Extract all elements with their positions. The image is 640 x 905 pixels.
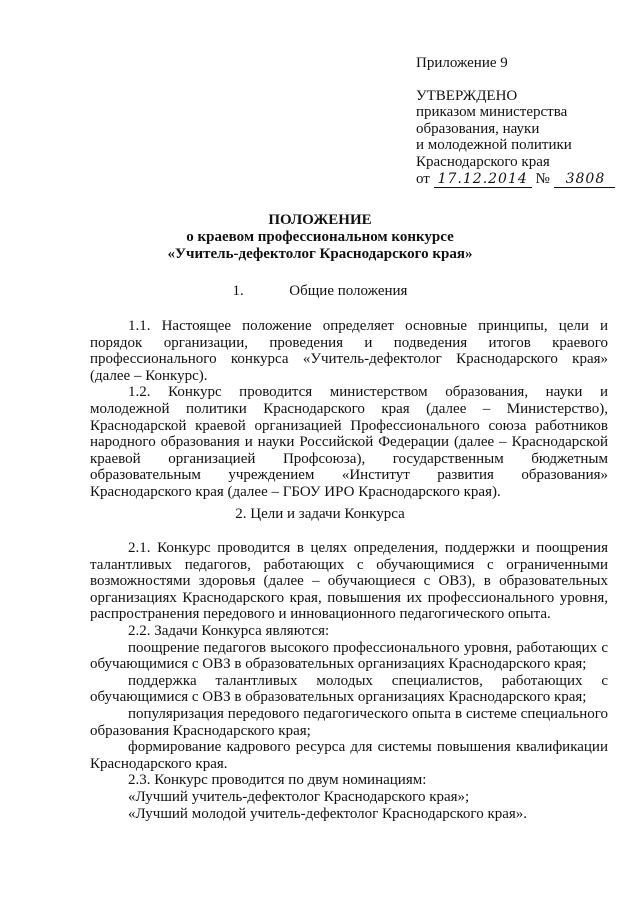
- date-number-line: [416, 171, 626, 188]
- handwritten-number: 3808: [554, 171, 616, 188]
- paragraph-2-3: 2.3. Конкурс проводится по двум номинациям:: [128, 772, 427, 789]
- document-subtitle: о краевом профессиональном конкурсе: [186, 229, 454, 245]
- approval-block: [416, 55, 626, 187]
- task-item: формирование кадрового ресурса для системы повышения квалификации Краснодарского края.: [90, 739, 608, 772]
- nomination-item: «Лучший учитель-дефектолог Краснодарского края»;: [128, 788, 470, 805]
- approved-label: УТВЕРЖДЕНО: [416, 87, 518, 104]
- number-sign: №: [535, 170, 550, 187]
- section-1-number: 1.: [232, 283, 244, 299]
- section-2-heading: 2. Цели и задачи Конкурса: [235, 506, 405, 522]
- task-item: поощрение педагогов высокого профессионального уровня, работающих с обучающимися с ОВЗ в образовательных организациях Краснодарского края;: [90, 639, 608, 673]
- spacer: [416, 72, 626, 88]
- paragraph-1-2: 1.2. Конкурс проводится министерством образования, науки и молодежной политики Краснодарского края (далее – Министерство), Краснодарской краевой организацией Профессионального союза работников народного образования и науки Российской Федерации (далее – Краснодарской краевой организацией Профсоюза), государственным бюджетным образовательным учреждением «Институт развития образования» Краснодарского края (далее – ГБОУ ИРО Краснодарского края).: [90, 384, 608, 500]
- contest-name: «Учитель-дефектолог Краснодарского края»: [167, 246, 473, 262]
- paragraph-1-1: 1.1. Настоящее положение определяет основные принципы, цели и порядок организации, проведения и подведения итогов краевого профессионального конкурса «Учитель-дефектолог Краснодарского края» (далее – Конкурс).: [90, 318, 608, 384]
- order-line: приказом министерства: [416, 104, 568, 121]
- paragraph-2-1: 2.1. Конкурс проводится в целях определения, поддержки и поощрения талантливых педагогов, работающих с обучающимися с ограниченными возможностями здоровья (далее – обучающиеся с ОВЗ), в образовательных организациях Краснодарского края, повышения их профессионального уровня, распространения передового и инновационного педагогического опыта.: [90, 540, 608, 623]
- appendix-label: Приложение 9: [416, 55, 508, 71]
- section-1-title: Общие положения: [289, 283, 408, 299]
- paragraph-2-2: 2.2. Задачи Конкурса являются:: [128, 622, 330, 639]
- order-line: и молодежной политики: [416, 137, 572, 154]
- section-2-body: [90, 540, 608, 822]
- task-item: поддержка талантливых молодых специалистов, работающих с обучающимися с ОВЗ в образовательных организациях Краснодарского края;: [90, 672, 608, 706]
- section-1-heading: [0, 283, 640, 300]
- order-line: Краснодарского края: [416, 153, 550, 170]
- handwritten-date: 17.12.2014: [434, 171, 532, 188]
- section-1-body: [90, 318, 608, 501]
- order-line: образования, науки: [416, 120, 540, 137]
- task-item: популяризация передового педагогического опыта в системе специального образования Краснодарского края;: [90, 705, 608, 739]
- date-prefix: от: [416, 170, 430, 187]
- nomination-item: «Лучший молодой учитель-дефектолог Краснодарского края».: [128, 805, 528, 822]
- document-title: ПОЛОЖЕНИЕ: [268, 212, 372, 228]
